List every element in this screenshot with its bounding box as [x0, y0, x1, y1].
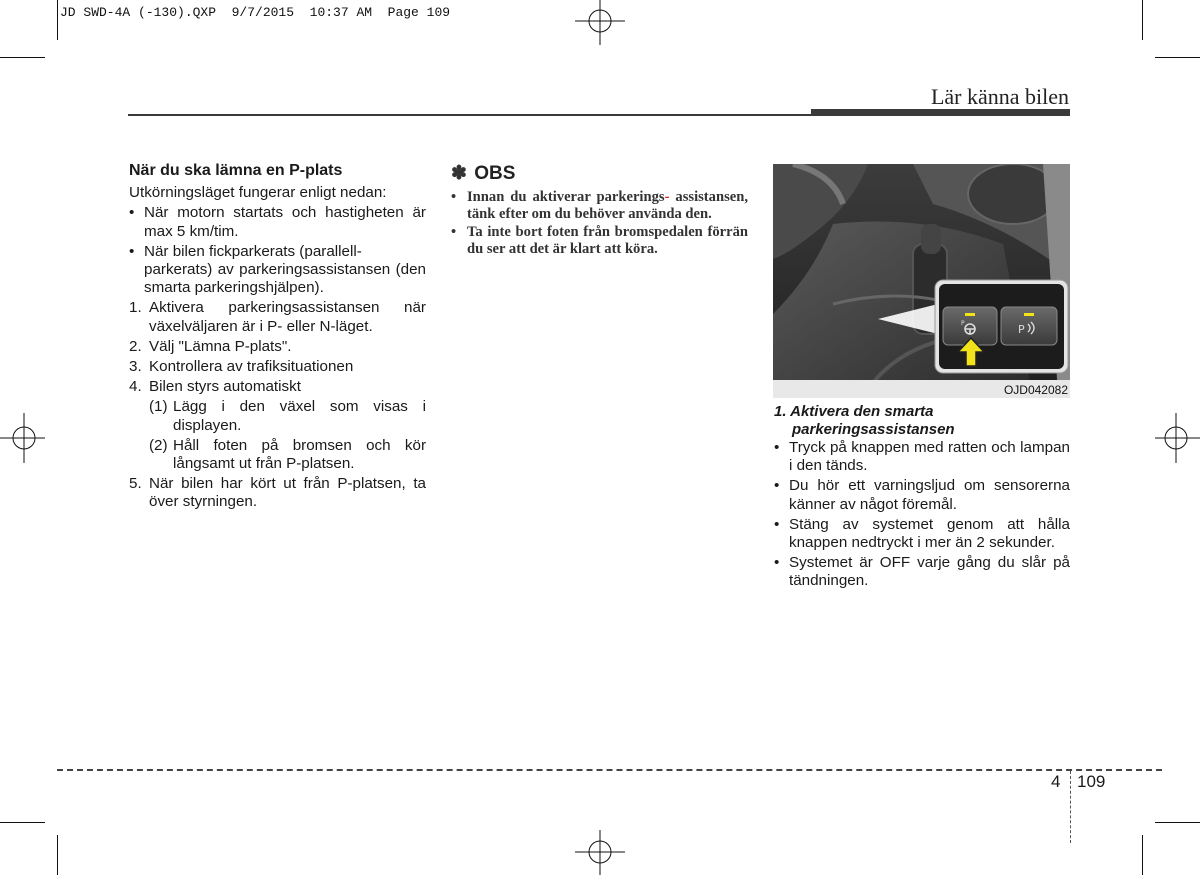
svg-text:P: P: [1018, 323, 1025, 336]
list-item: [774, 439, 1070, 475]
substep-number: (2): [149, 436, 168, 454]
step-item: [129, 358, 426, 376]
bullet: •: [129, 242, 135, 260]
header-rule-accent: [811, 109, 1070, 116]
obs-note: [451, 162, 748, 259]
bullet: •: [774, 477, 780, 495]
list-item: [774, 554, 1070, 590]
registration-mark-right: [1155, 413, 1200, 463]
crop-mark: [0, 822, 45, 823]
step-text: Aktivera parkeringsassistansen när växelväljaren är i P- eller N-läget.: [149, 299, 426, 335]
list-item-text: Stäng av systemet genom att hålla knappen nedtryckt i mer än 2 sekunder.: [789, 515, 1070, 552]
crop-mark: [1142, 0, 1143, 40]
list-item-text: När motorn startats och hastigheten är max 5 km/tim.: [144, 204, 426, 240]
step-number: 3.: [129, 358, 142, 376]
list-item: [774, 516, 1070, 552]
substep-number: (1): [149, 398, 168, 416]
asterisk-icon: ✽: [451, 163, 467, 184]
step-text: Bilen styrs automatiskt: [149, 378, 301, 396]
obs-item-text: Ta inte bort foten från bromspedalen förrän du ser att det är klart att köra.: [467, 224, 748, 257]
column-left: [129, 162, 426, 514]
obs-item: [451, 224, 748, 258]
obs-title-text: OBS: [474, 163, 516, 184]
crop-mark: [1142, 835, 1143, 875]
intro-text: Utkörningsläget fungerar enligt nedan:: [129, 184, 387, 202]
registration-mark-top: [575, 0, 625, 45]
arrow-up-icon: [956, 336, 986, 368]
list-item-text: Du hör ett varningsljud om sensorerna känner av något föremål.: [789, 477, 1070, 513]
list-item-continuation: parkerats) av parkeringsassistansen (den smarta parkeringshjälpen).: [144, 261, 426, 297]
obs-item-text-part: assistansen, tänk efter om du behöver använda den.: [467, 189, 749, 222]
step-number: 5.: [129, 475, 142, 493]
obs-item: [451, 189, 748, 223]
substep-item: [129, 398, 426, 434]
figure-caption-continuation: parkeringsassistansen: [792, 421, 955, 438]
step-text: När bilen har kört ut från P-platsen, ta över styrningen.: [149, 475, 426, 511]
obs-item-text-part: Innan du aktiverar parkerings: [467, 189, 665, 205]
registration-mark-left: [0, 413, 45, 463]
footer-rule: [57, 769, 1162, 771]
parking-sensor-button-icon: [1017, 320, 1041, 336]
crop-mark: [57, 0, 58, 40]
substep-text: Lägg i den växel som visas i displayen.: [173, 398, 426, 434]
section-heading: När du ska lämna en P-plats: [129, 162, 343, 179]
crop-mark: [1155, 822, 1200, 823]
list-item-text: Tryck på knappen med ratten och lampan i den tänds.: [789, 439, 1070, 475]
car-console-illustration: [773, 164, 1070, 398]
list-item: [774, 477, 1070, 513]
list-item: [129, 243, 426, 261]
step-text: Välj "Lämna P-plats".: [149, 337, 292, 355]
bullet: •: [451, 224, 457, 240]
obs-item-text: [467, 189, 748, 223]
step-item: [129, 475, 426, 511]
bullet: •: [451, 189, 457, 205]
step-number: 1.: [129, 299, 142, 317]
step-item: [129, 338, 426, 356]
list-item: [129, 204, 426, 240]
list-item-text-part: När bilen fickparkerats (parallell-: [144, 242, 362, 260]
header-rule: [128, 114, 811, 116]
hyphen-mark: -: [664, 189, 670, 205]
list-item-text: Systemet är OFF varje gång du slår på tändningen.: [789, 554, 1070, 590]
step-text: Kontrollera av trafiksituationen: [149, 358, 354, 376]
crop-mark: [1155, 57, 1200, 58]
registration-mark-bottom: [575, 830, 625, 875]
step-item: [129, 378, 426, 396]
bullet: •: [774, 515, 780, 533]
bullet: •: [774, 439, 780, 456]
section-title: Lär känna bilen: [930, 84, 1069, 109]
print-header: JD SWD-4A (-130).QXP 9/7/2015 10:37 AM Page 109: [60, 5, 451, 20]
crop-mark: [57, 835, 58, 875]
svg-text:P: P: [961, 320, 965, 327]
figure-code: OJD042082: [1003, 383, 1068, 397]
bullet: •: [129, 204, 135, 222]
obs-title: [451, 162, 748, 185]
substep-text: Håll foten på bromsen och kör långsamt ut från P-platsen.: [173, 436, 426, 473]
car-interior-figure: [773, 164, 1070, 398]
list-item-text: [144, 243, 426, 261]
step-item: [129, 299, 426, 335]
substep-item: [129, 437, 426, 473]
figure-caption: 1. Aktivera den smarta: [774, 403, 934, 420]
bullet: •: [774, 554, 780, 572]
chapter-number: 4: [1051, 772, 1061, 791]
page-number-divider: [1070, 771, 1072, 843]
crop-mark: [0, 57, 45, 58]
parking-assist-button-icon: [959, 319, 981, 337]
step-number: 4.: [129, 378, 142, 396]
page-number: 109: [1077, 772, 1106, 791]
column-right: [774, 403, 1070, 593]
step-number: 2.: [129, 337, 142, 355]
